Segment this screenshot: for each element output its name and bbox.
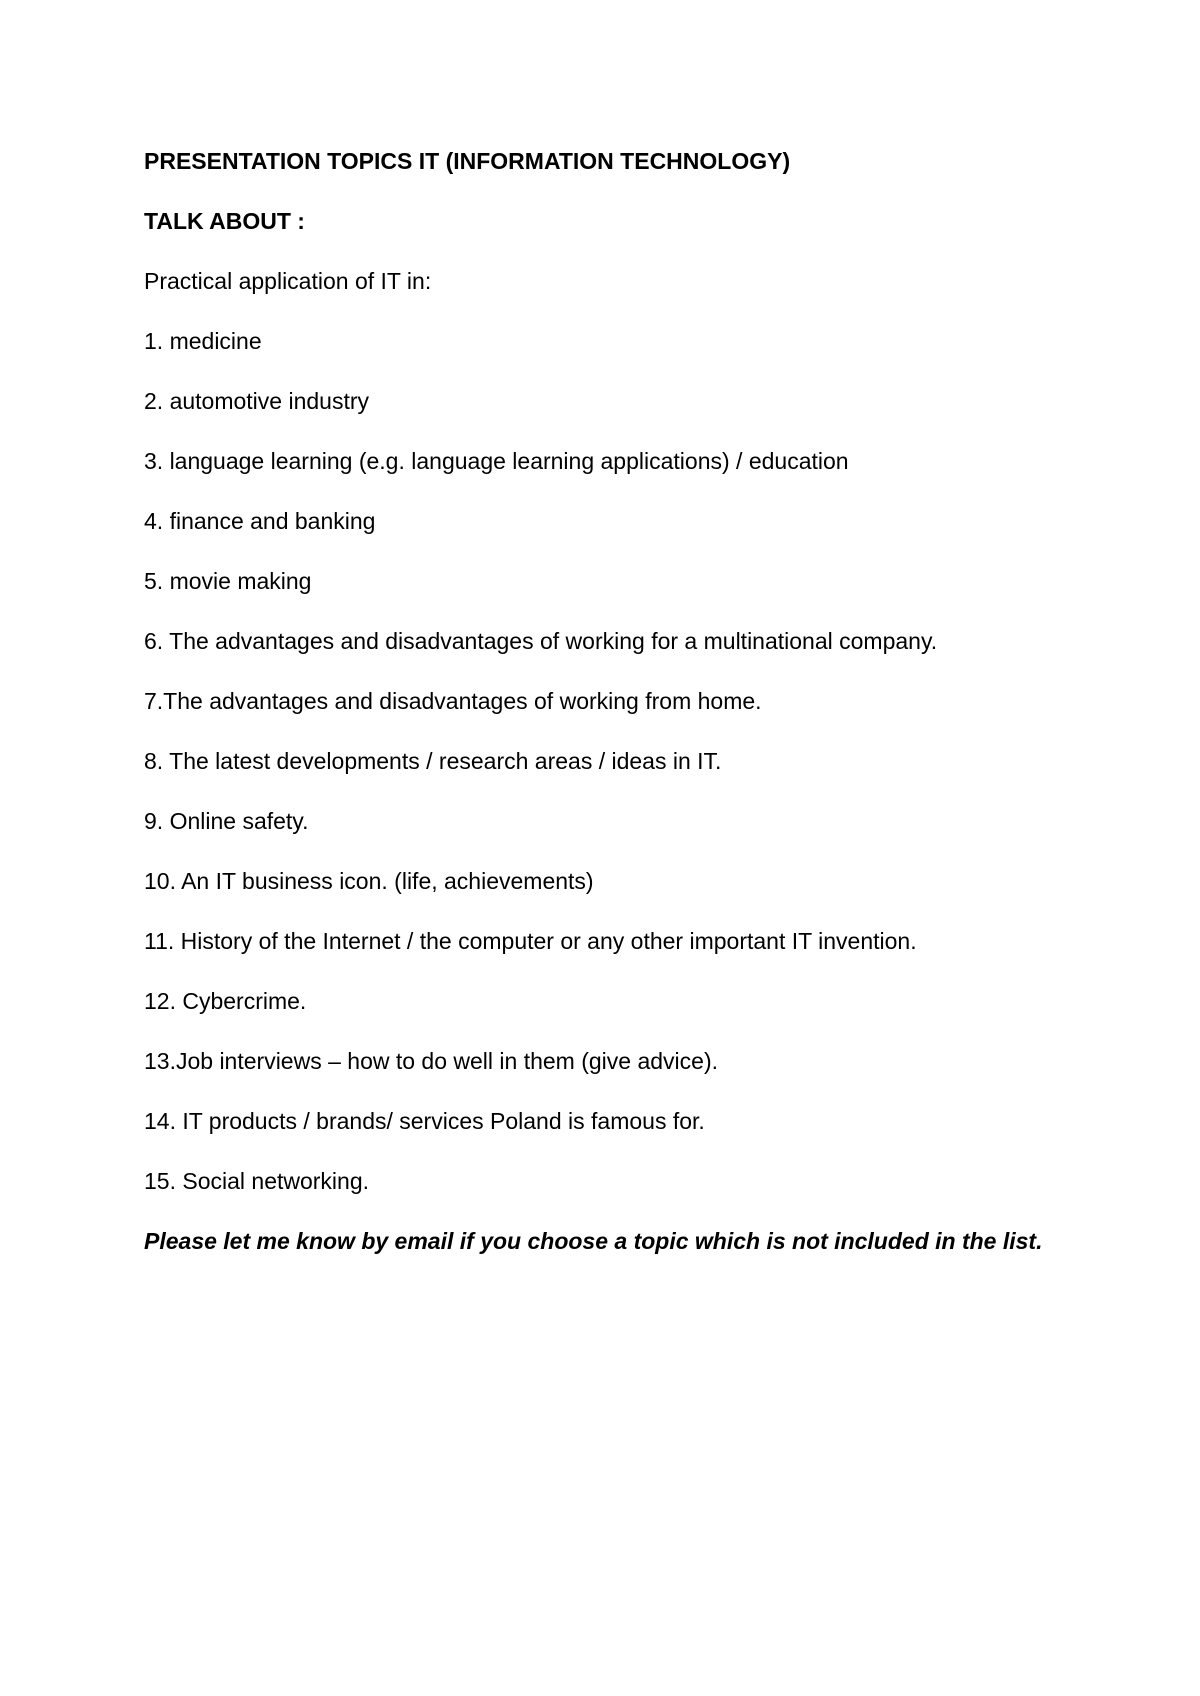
list-item: 8. The latest developments / research areas / ideas in IT. bbox=[144, 748, 722, 774]
list-item: 3. language learning (e.g. language learning applications) / education bbox=[144, 448, 849, 474]
list-item: 4. finance and banking bbox=[144, 508, 376, 534]
list-item: 6. The advantages and disadvantages of working for a multinational company. bbox=[144, 628, 938, 654]
list-item: 2. automotive industry bbox=[144, 388, 370, 414]
closing-note: Please let me know by email if you choose a topic which is not included in the list. bbox=[144, 1228, 1043, 1254]
document-body bbox=[144, 146, 1064, 1260]
list-item: 10. An IT business icon. (life, achievements) bbox=[144, 868, 594, 894]
list-item: 9. Online safety. bbox=[144, 808, 309, 834]
intro-text: Practical application of IT in: bbox=[144, 268, 432, 294]
document-title: PRESENTATION TOPICS IT (INFORMATION TECHNOLOGY) bbox=[144, 148, 791, 174]
list-item: 12. Cybercrime. bbox=[144, 988, 307, 1014]
document-subtitle: TALK ABOUT : bbox=[144, 208, 305, 234]
list-item: 11. History of the Internet / the computer or any other important IT invention. bbox=[144, 928, 917, 954]
list-item: 5. movie making bbox=[144, 568, 312, 594]
list-item: 7.The advantages and disadvantages of working from home. bbox=[144, 688, 762, 714]
list-item: 13.Job interviews – how to do well in them (give advice). bbox=[144, 1048, 719, 1074]
list-item: 15. Social networking. bbox=[144, 1168, 370, 1194]
list-item: 1. medicine bbox=[144, 328, 262, 354]
list-item: 14. IT products / brands/ services Poland is famous for. bbox=[144, 1108, 705, 1134]
